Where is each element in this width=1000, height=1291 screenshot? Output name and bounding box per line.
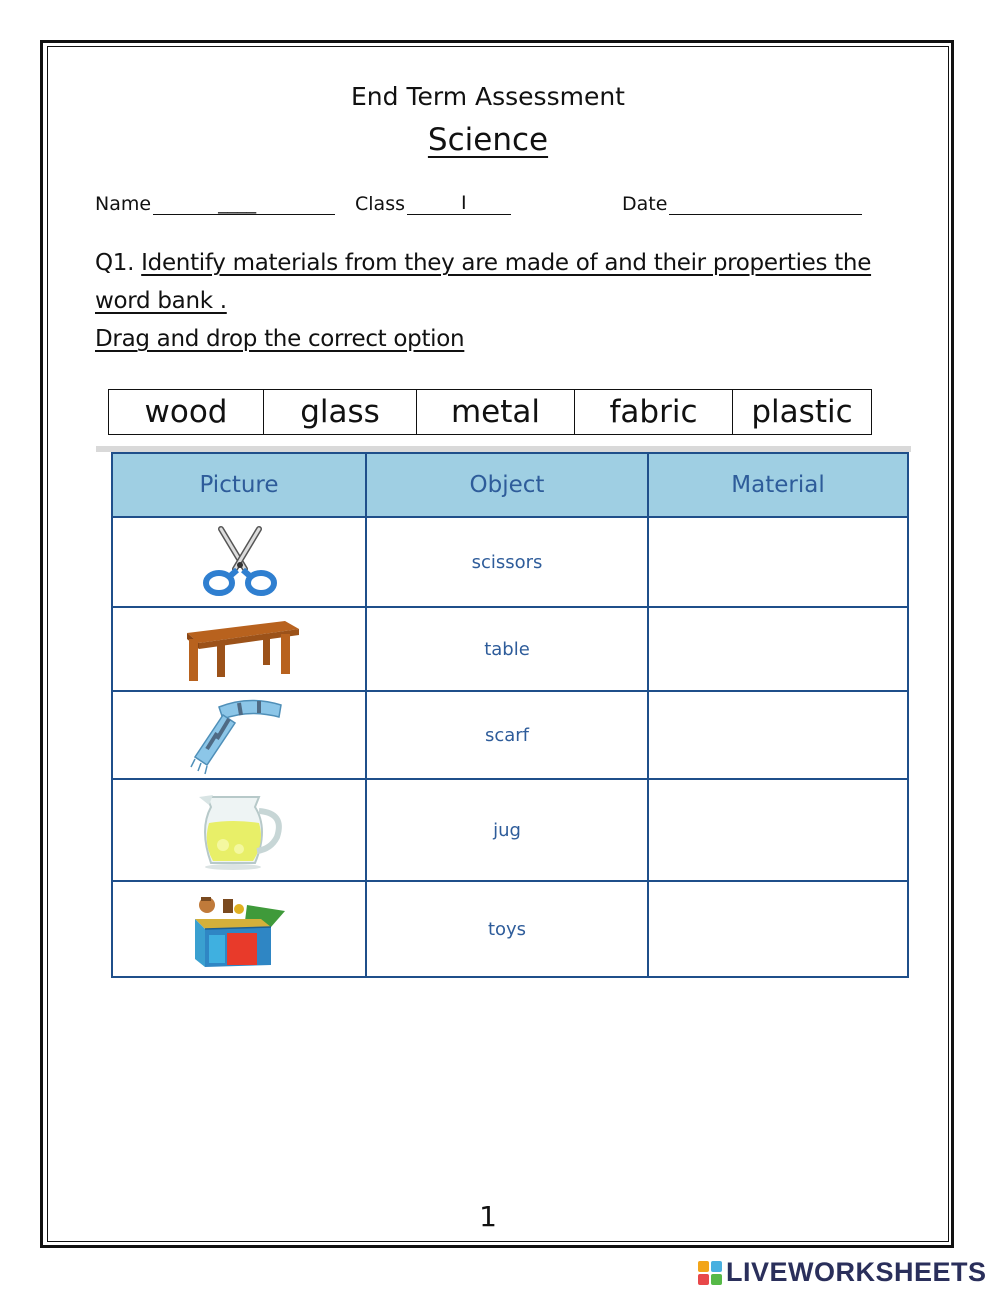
scarf-icon bbox=[189, 695, 289, 775]
object-cell: scissors bbox=[366, 517, 648, 607]
header-picture: Picture bbox=[112, 453, 366, 517]
toybox-icon bbox=[187, 887, 291, 971]
table-row bbox=[112, 779, 908, 881]
scissors-icon bbox=[199, 525, 279, 599]
assessment-title: End Term Assessment bbox=[351, 82, 625, 111]
brand-name: LIVEWORKSHEETS bbox=[726, 1257, 987, 1287]
picture-cell bbox=[112, 881, 366, 977]
word-bank bbox=[108, 389, 872, 435]
object-cell: table bbox=[366, 607, 648, 691]
word-option-fabric[interactable]: fabric bbox=[575, 390, 733, 434]
picture-cell bbox=[112, 607, 366, 691]
material-drop-cell[interactable] bbox=[648, 779, 908, 881]
name-value: ____ bbox=[218, 192, 257, 214]
subject-text: Science bbox=[427, 122, 549, 158]
object-cell: scarf bbox=[366, 691, 648, 779]
question-number: Q1. bbox=[95, 250, 135, 276]
name-line[interactable] bbox=[153, 192, 335, 215]
table-header-row bbox=[112, 453, 908, 517]
table-icon bbox=[177, 615, 301, 683]
table-row bbox=[112, 517, 908, 607]
class-field[interactable] bbox=[355, 192, 511, 215]
materials-table bbox=[111, 452, 909, 978]
table-row bbox=[112, 607, 908, 691]
picture-cell bbox=[112, 691, 366, 779]
class-value: I bbox=[461, 192, 467, 214]
word-option-metal[interactable]: metal bbox=[417, 390, 575, 434]
question-block bbox=[95, 244, 885, 358]
picture-cell bbox=[112, 517, 366, 607]
material-drop-cell[interactable] bbox=[648, 607, 908, 691]
object-cell: toys bbox=[366, 881, 648, 977]
date-field[interactable] bbox=[622, 192, 862, 215]
subject-title bbox=[0, 122, 988, 158]
jug-icon bbox=[189, 789, 289, 871]
date-label: Date bbox=[622, 193, 668, 215]
material-drop-cell[interactable] bbox=[648, 881, 908, 977]
table-row bbox=[112, 691, 908, 779]
name-label: Name bbox=[95, 193, 152, 215]
date-line[interactable] bbox=[669, 192, 862, 215]
liveworksheets-logo bbox=[698, 1257, 987, 1288]
table-row bbox=[112, 881, 908, 977]
picture-cell bbox=[112, 779, 366, 881]
question-instruction: Identify materials from they are made of and their properties the word bank . bbox=[95, 250, 872, 314]
header-material: Material bbox=[648, 453, 908, 517]
drag-instruction: Drag and drop the correct option bbox=[95, 326, 465, 352]
name-field[interactable] bbox=[95, 192, 335, 215]
material-drop-cell[interactable] bbox=[648, 517, 908, 607]
logo-grid-icon bbox=[698, 1261, 722, 1285]
class-label: Class bbox=[355, 193, 405, 215]
object-cell: jug bbox=[366, 779, 648, 881]
material-drop-cell[interactable] bbox=[648, 691, 908, 779]
word-option-wood[interactable]: wood bbox=[109, 390, 264, 434]
word-option-plastic[interactable]: plastic bbox=[751, 394, 853, 430]
class-line[interactable] bbox=[407, 192, 511, 215]
page-number: 1 bbox=[479, 1200, 497, 1233]
header-object: Object bbox=[366, 453, 648, 517]
word-option-glass[interactable]: glass bbox=[264, 390, 417, 434]
